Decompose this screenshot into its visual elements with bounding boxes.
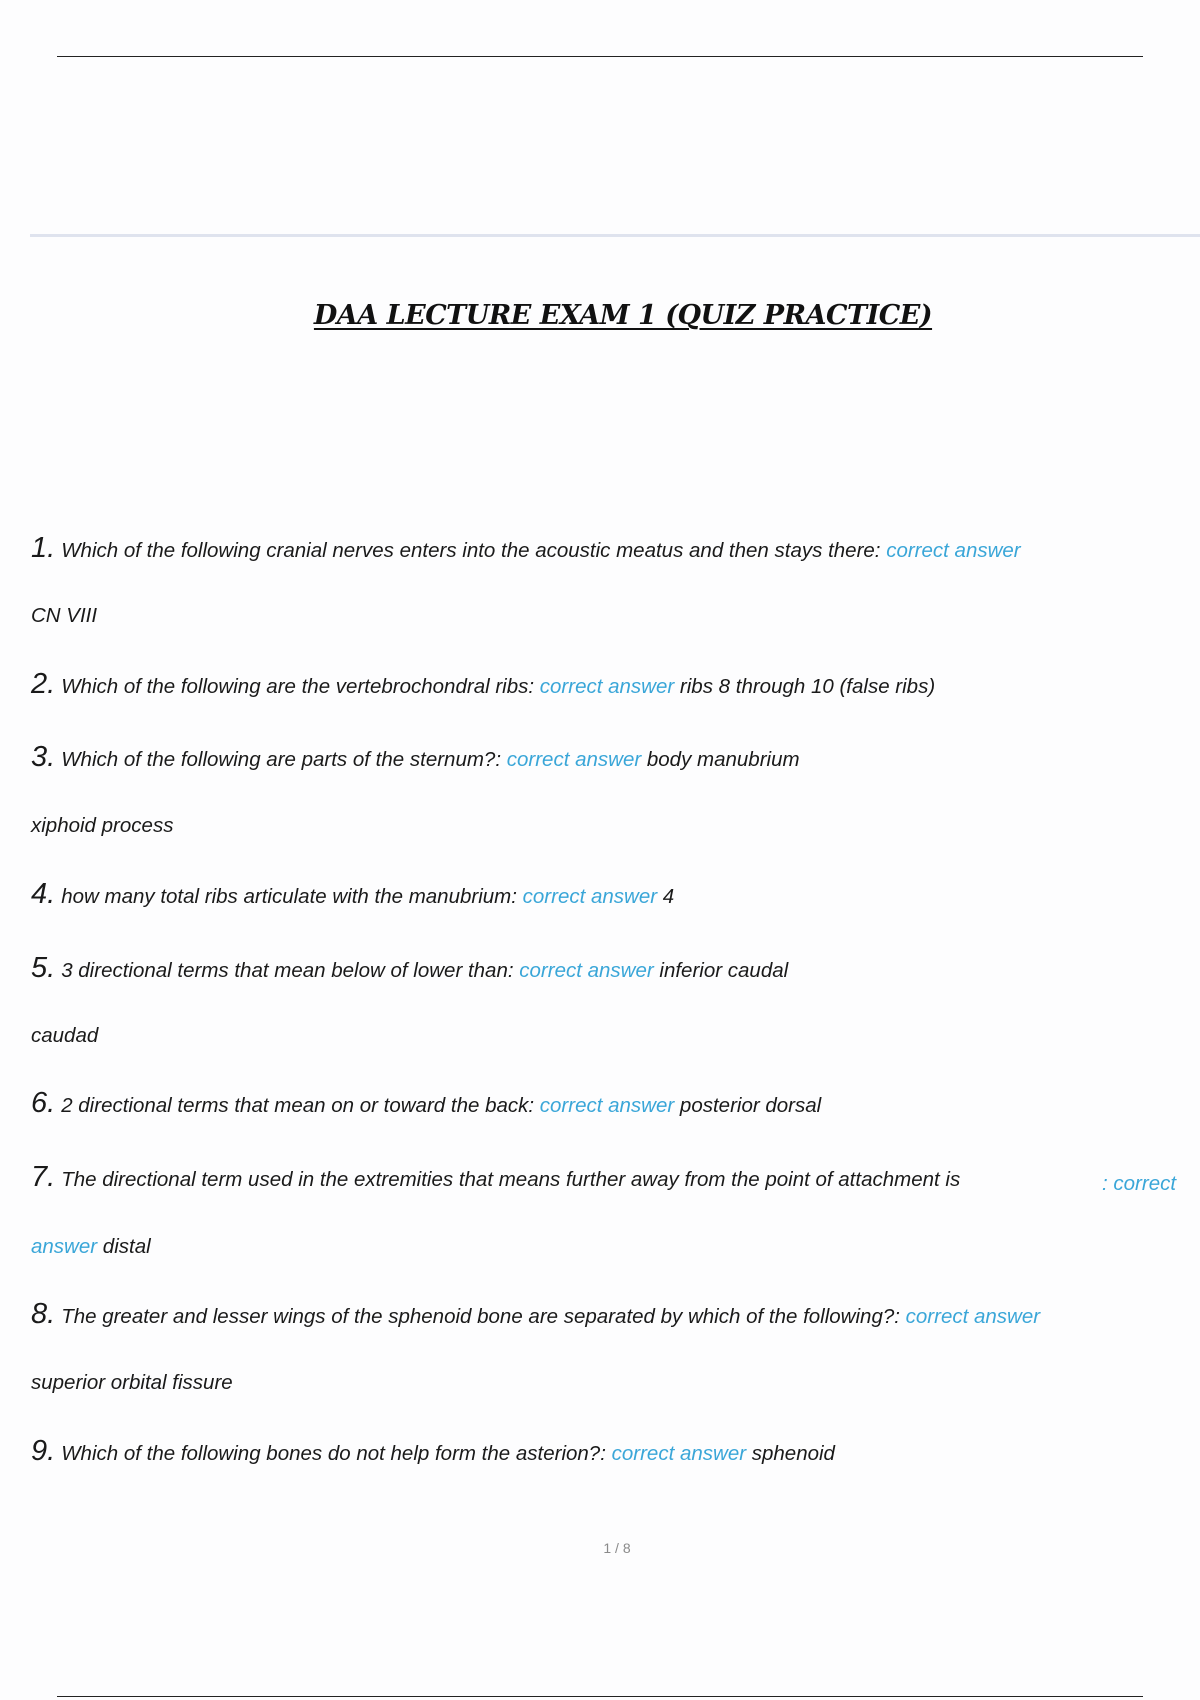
answer-text: sphenoid [751,1442,835,1465]
question-text: Which of the following cranial nerves enters into the acoustic meatus and then stays there: [61,539,881,562]
answer-text: posterior dorsal [679,1094,822,1117]
question-4 [31,878,674,911]
top-rule [57,56,1143,57]
answer-5: caudad [31,1024,99,1047]
answer-text: distal [102,1235,151,1258]
question-3 [31,741,800,774]
question-number: 3. [31,741,56,773]
answer-label: : correct [1102,1172,1177,1195]
answer-8: superior orbital fissure [31,1371,233,1394]
question-7 [31,1161,960,1194]
document-title: DAA LECTURE EXAM 1 (QUIZ PRACTICE) [313,300,933,331]
answer-label: correct answer [522,885,658,908]
header-divider [30,234,1200,237]
question-number: 8. [31,1298,56,1330]
question-number: 4. [31,878,56,910]
question-5 [31,952,788,985]
question-text: 2 directional terms that mean on or toward the back: [61,1094,535,1117]
question-text: Which of the following bones do not help form the asterion?: [61,1442,606,1465]
question-text: The greater and lesser wings of the sphenoid bone are separated by which of the following?: [61,1305,900,1328]
answer-label: correct answer [539,1094,675,1117]
answer-label: correct answer [611,1442,747,1465]
page-indicator: 1 / 8 [603,1540,631,1556]
question-number: 2. [31,668,56,700]
question-text: 3 directional terms that mean below of lower than: [61,959,514,982]
answer-3: xiphoid process [31,814,174,837]
answer-text: 4 [662,885,675,908]
question-text: The directional term used in the extremities that means further away from the point of attachment is [61,1168,961,1191]
question-8 [31,1298,1040,1331]
question-number: 1. [31,532,56,564]
answer-label-part1 [1102,1172,1176,1196]
answer-1: CN VIII [31,604,98,627]
question-text: how many total ribs articulate with the manubrium: [61,885,517,908]
answer-label: correct answer [519,959,654,982]
answer-text: body manubrium [646,748,800,771]
question-text: Which of the following are parts of the sternum?: [61,748,502,771]
question-6 [31,1087,821,1120]
question-number: 9. [31,1435,56,1467]
question-1 [31,532,1021,565]
answer-label: correct answer [539,675,675,698]
answer-7 [31,1235,151,1259]
question-text: Which of the following are the vertebrochondral ribs: [61,675,535,698]
question-number: 6. [31,1087,56,1119]
answer-label: answer [31,1235,98,1258]
answer-text: ribs 8 through 10 (false ribs) [679,675,936,698]
answer-text: inferior caudal [659,959,789,982]
question-9 [31,1435,835,1468]
question-number: 5. [31,952,56,984]
bottom-rule [57,1696,1143,1697]
question-number: 7. [31,1161,56,1193]
answer-label: correct answer [506,748,642,771]
question-2 [31,668,935,701]
answer-label: correct answer [905,1305,1041,1328]
answer-label: correct answer [886,539,1021,562]
